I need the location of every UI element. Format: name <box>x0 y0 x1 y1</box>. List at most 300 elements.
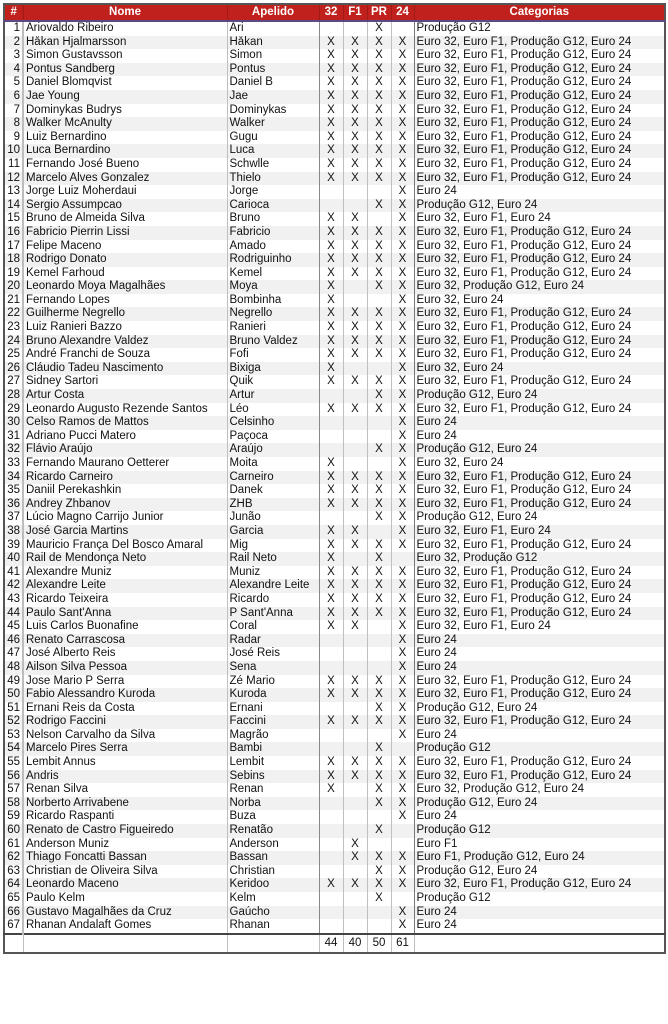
categorias-cell[interactable]: Produção G12, Euro 24 <box>414 511 665 525</box>
table-row[interactable] <box>4 321 665 335</box>
mark-pr-cell[interactable]: X <box>367 117 391 131</box>
table-row[interactable] <box>4 919 665 934</box>
categorias-cell[interactable]: Produção G12, Euro 24 <box>414 797 665 811</box>
mark-24-cell[interactable]: X <box>391 797 414 811</box>
mark-32-cell[interactable]: X <box>319 566 343 580</box>
mark-f1-cell[interactable] <box>343 647 367 661</box>
mark-f1-cell[interactable]: X <box>343 471 367 485</box>
mark-24-cell[interactable]: X <box>391 144 414 158</box>
mark-f1-cell[interactable]: X <box>343 851 367 865</box>
categorias-cell[interactable]: Euro 32, Euro F1, Produção G12, Euro 24 <box>414 36 665 50</box>
nome-cell[interactable]: Fernando Lopes <box>23 294 227 308</box>
mark-32-cell[interactable]: X <box>319 240 343 254</box>
table-row[interactable] <box>4 675 665 689</box>
nome-cell[interactable]: Daniil Perekashkin <box>23 484 227 498</box>
mark-32-cell[interactable] <box>319 199 343 213</box>
mark-24-cell[interactable] <box>391 892 414 906</box>
row-number[interactable]: 36 <box>4 498 23 512</box>
table-row[interactable] <box>4 158 665 172</box>
mark-32-cell[interactable]: X <box>319 770 343 784</box>
table-row[interactable] <box>4 294 665 308</box>
categorias-cell[interactable]: Euro 32, Euro F1, Produção G12, Euro 24 <box>414 90 665 104</box>
mark-pr-cell[interactable]: X <box>367 783 391 797</box>
mark-32-cell[interactable]: X <box>319 307 343 321</box>
mark-pr-cell[interactable] <box>367 212 391 226</box>
mark-pr-cell[interactable]: X <box>367 321 391 335</box>
categorias-cell[interactable]: Euro 32, Euro F1, Produção G12, Euro 24 <box>414 756 665 770</box>
nome-cell[interactable]: Fabricio Pierrin Lissi <box>23 226 227 240</box>
mark-32-cell[interactable] <box>319 443 343 457</box>
mark-f1-cell[interactable]: X <box>343 267 367 281</box>
row-number[interactable]: 31 <box>4 430 23 444</box>
categorias-cell[interactable]: Euro 32, Produção G12 <box>414 552 665 566</box>
table-row[interactable] <box>4 307 665 321</box>
nome-cell[interactable]: Lúcio Magno Carrijo Junior <box>23 511 227 525</box>
table-row[interactable] <box>4 552 665 566</box>
mark-32-cell[interactable]: X <box>319 484 343 498</box>
apelido-cell[interactable]: ZHB <box>227 498 319 512</box>
apelido-cell[interactable]: Zé Mario <box>227 675 319 689</box>
table-row[interactable] <box>4 742 665 756</box>
mark-24-cell[interactable]: X <box>391 76 414 90</box>
nome-cell[interactable]: Alexandre Leite <box>23 579 227 593</box>
categorias-cell[interactable]: Euro 32, Euro F1, Produção G12, Euro 24 <box>414 104 665 118</box>
mark-f1-cell[interactable] <box>343 362 367 376</box>
row-number[interactable]: 40 <box>4 552 23 566</box>
mark-pr-cell[interactable]: X <box>367 253 391 267</box>
mark-pr-cell[interactable]: X <box>367 756 391 770</box>
categorias-cell[interactable]: Euro 32, Euro F1, Euro 24 <box>414 525 665 539</box>
mark-f1-cell[interactable] <box>343 294 367 308</box>
apelido-cell[interactable]: Mig <box>227 539 319 553</box>
row-number[interactable]: 66 <box>4 906 23 920</box>
nome-cell[interactable]: Cláudio Tadeu Nascimento <box>23 362 227 376</box>
nome-cell[interactable]: Fernando José Bueno <box>23 158 227 172</box>
mark-pr-cell[interactable]: X <box>367 335 391 349</box>
mark-f1-cell[interactable] <box>343 457 367 471</box>
header-24[interactable]: 24 <box>391 4 414 21</box>
table-row[interactable] <box>4 63 665 77</box>
apelido-cell[interactable]: Dominykas <box>227 104 319 118</box>
apelido-cell[interactable]: Ranieri <box>227 321 319 335</box>
mark-f1-cell[interactable] <box>343 742 367 756</box>
categorias-cell[interactable]: Euro 24 <box>414 919 665 934</box>
mark-pr-cell[interactable]: X <box>367 498 391 512</box>
mark-pr-cell[interactable]: X <box>367 403 391 417</box>
row-number[interactable]: 28 <box>4 389 23 403</box>
categorias-cell[interactable]: Euro 24 <box>414 729 665 743</box>
table-row[interactable] <box>4 416 665 430</box>
categorias-cell[interactable]: Euro F1 <box>414 838 665 852</box>
mark-f1-cell[interactable] <box>343 906 367 920</box>
apelido-cell[interactable]: Radar <box>227 634 319 648</box>
mark-32-cell[interactable]: X <box>319 688 343 702</box>
apelido-cell[interactable]: Sebins <box>227 770 319 784</box>
mark-32-cell[interactable] <box>319 702 343 716</box>
mark-24-cell[interactable]: X <box>391 756 414 770</box>
table-row[interactable] <box>4 144 665 158</box>
apelido-cell[interactable]: Araújo <box>227 443 319 457</box>
mark-24-cell[interactable]: X <box>391 403 414 417</box>
mark-24-cell[interactable]: X <box>391 226 414 240</box>
nome-cell[interactable]: Christian de Oliveira Silva <box>23 865 227 879</box>
mark-32-cell[interactable]: X <box>319 117 343 131</box>
mark-f1-cell[interactable]: X <box>343 76 367 90</box>
mark-24-cell[interactable]: X <box>391 525 414 539</box>
categorias-cell[interactable]: Euro 32, Produção G12, Euro 24 <box>414 783 665 797</box>
row-number[interactable]: 46 <box>4 634 23 648</box>
mark-pr-cell[interactable]: X <box>367 797 391 811</box>
categorias-cell[interactable]: Euro 24 <box>414 647 665 661</box>
nome-cell[interactable]: Marcelo Alves Gonzalez <box>23 172 227 186</box>
categorias-cell[interactable]: Produção G12 <box>414 892 665 906</box>
mark-24-cell[interactable]: X <box>391 158 414 172</box>
mark-32-cell[interactable] <box>319 389 343 403</box>
categorias-cell[interactable]: Euro 32, Euro F1, Produção G12, Euro 24 <box>414 131 665 145</box>
table-row[interactable] <box>4 172 665 186</box>
mark-pr-cell[interactable]: X <box>367 389 391 403</box>
row-number[interactable]: 47 <box>4 647 23 661</box>
mark-24-cell[interactable] <box>391 742 414 756</box>
mark-32-cell[interactable]: X <box>319 172 343 186</box>
table-row[interactable] <box>4 185 665 199</box>
apelido-cell[interactable]: Renatão <box>227 824 319 838</box>
nome-cell[interactable]: Leonardo Maceno <box>23 878 227 892</box>
nome-cell[interactable]: Gustavo Magalhães da Cruz <box>23 906 227 920</box>
row-number[interactable]: 61 <box>4 838 23 852</box>
row-number[interactable]: 2 <box>4 36 23 50</box>
mark-pr-cell[interactable] <box>367 416 391 430</box>
nome-cell[interactable]: Renato de Castro Figueiredo <box>23 824 227 838</box>
mark-pr-cell[interactable]: X <box>367 49 391 63</box>
table-row[interactable] <box>4 457 665 471</box>
nome-cell[interactable]: Sergio Assumpcao <box>23 199 227 213</box>
mark-pr-cell[interactable] <box>367 647 391 661</box>
mark-32-cell[interactable]: X <box>319 348 343 362</box>
mark-pr-cell[interactable]: X <box>367 280 391 294</box>
mark-pr-cell[interactable]: X <box>367 375 391 389</box>
mark-32-cell[interactable] <box>319 729 343 743</box>
row-number[interactable]: 60 <box>4 824 23 838</box>
categorias-cell[interactable]: Euro 32, Euro F1, Produção G12, Euro 24 <box>414 403 665 417</box>
categorias-cell[interactable]: Produção G12, Euro 24 <box>414 865 665 879</box>
table-row[interactable] <box>4 49 665 63</box>
categorias-cell[interactable]: Euro 32, Euro F1, Produção G12, Euro 24 <box>414 76 665 90</box>
header-f1[interactable]: F1 <box>343 4 367 21</box>
mark-24-cell[interactable]: X <box>391 49 414 63</box>
mark-f1-cell[interactable] <box>343 702 367 716</box>
mark-24-cell[interactable]: X <box>391 906 414 920</box>
mark-f1-cell[interactable]: X <box>343 715 367 729</box>
mark-f1-cell[interactable] <box>343 810 367 824</box>
mark-24-cell[interactable]: X <box>391 729 414 743</box>
mark-pr-cell[interactable] <box>367 661 391 675</box>
nome-cell[interactable]: Paulo Kelm <box>23 892 227 906</box>
apelido-cell[interactable]: Simon <box>227 49 319 63</box>
table-row[interactable] <box>4 511 665 525</box>
categorias-cell[interactable]: Produção G12, Euro 24 <box>414 199 665 213</box>
mark-32-cell[interactable] <box>319 919 343 934</box>
nome-cell[interactable]: Fernando Maurano Oetterer <box>23 457 227 471</box>
table-row[interactable] <box>4 634 665 648</box>
apelido-cell[interactable]: Quik <box>227 375 319 389</box>
mark-pr-cell[interactable]: X <box>367 172 391 186</box>
nome-cell[interactable]: Lembit Annus <box>23 756 227 770</box>
mark-24-cell[interactable]: X <box>391 457 414 471</box>
mark-24-cell[interactable]: X <box>391 430 414 444</box>
table-row[interactable] <box>4 620 665 634</box>
nome-cell[interactable]: Dominykas Budrys <box>23 104 227 118</box>
mark-32-cell[interactable] <box>319 185 343 199</box>
mark-f1-cell[interactable]: X <box>343 688 367 702</box>
nome-cell[interactable]: Bruno de Almeida Silva <box>23 212 227 226</box>
mark-f1-cell[interactable]: X <box>343 104 367 118</box>
mark-32-cell[interactable]: X <box>319 321 343 335</box>
apelido-cell[interactable]: Luca <box>227 144 319 158</box>
header-num[interactable]: # <box>4 4 23 21</box>
mark-f1-cell[interactable]: X <box>343 498 367 512</box>
row-number[interactable]: 10 <box>4 144 23 158</box>
categorias-cell[interactable]: Euro 32, Euro F1, Produção G12, Euro 24 <box>414 498 665 512</box>
mark-32-cell[interactable] <box>319 810 343 824</box>
table-row[interactable] <box>4 484 665 498</box>
categorias-cell[interactable]: Euro 32, Euro F1, Produção G12, Euro 24 <box>414 471 665 485</box>
nome-cell[interactable]: Andrey Zhbanov <box>23 498 227 512</box>
row-number[interactable]: 30 <box>4 416 23 430</box>
apelido-cell[interactable]: Gugu <box>227 131 319 145</box>
mark-pr-cell[interactable]: X <box>367 267 391 281</box>
apelido-cell[interactable]: Bombinha <box>227 294 319 308</box>
table-row[interactable] <box>4 906 665 920</box>
nome-cell[interactable]: Luiz Ranieri Bazzo <box>23 321 227 335</box>
categorias-cell[interactable]: Euro 24 <box>414 634 665 648</box>
nome-cell[interactable]: Daniel Blomqvist <box>23 76 227 90</box>
categorias-cell[interactable]: Euro 32, Euro F1, Produção G12, Euro 24 <box>414 484 665 498</box>
table-row[interactable] <box>4 579 665 593</box>
mark-24-cell[interactable]: X <box>391 362 414 376</box>
mark-24-cell[interactable]: X <box>391 471 414 485</box>
table-row[interactable] <box>4 389 665 403</box>
categorias-cell[interactable]: Euro 24 <box>414 416 665 430</box>
mark-pr-cell[interactable]: X <box>367 36 391 50</box>
categorias-cell[interactable]: Euro 32, Euro 24 <box>414 457 665 471</box>
apelido-cell[interactable]: Rhanan <box>227 919 319 934</box>
nome-cell[interactable]: Jose Mario P Serra <box>23 675 227 689</box>
mark-pr-cell[interactable]: X <box>367 76 391 90</box>
mark-32-cell[interactable]: X <box>319 158 343 172</box>
categorias-cell[interactable]: Produção G12 <box>414 824 665 838</box>
nome-cell[interactable]: Luca Bernardino <box>23 144 227 158</box>
nome-cell[interactable]: Alexandre Muniz <box>23 566 227 580</box>
apelido-cell[interactable]: Muniz <box>227 566 319 580</box>
categorias-cell[interactable]: Euro 32, Euro F1, Produção G12, Euro 24 <box>414 321 665 335</box>
mark-f1-cell[interactable]: X <box>343 878 367 892</box>
apelido-cell[interactable]: Carioca <box>227 199 319 213</box>
categorias-cell[interactable]: Euro 32, Euro F1, Euro 24 <box>414 212 665 226</box>
mark-32-cell[interactable]: X <box>319 579 343 593</box>
table-row[interactable] <box>4 471 665 485</box>
row-number[interactable]: 16 <box>4 226 23 240</box>
nome-cell[interactable]: Artur Costa <box>23 389 227 403</box>
table-row[interactable] <box>4 756 665 770</box>
categorias-cell[interactable]: Produção G12, Euro 24 <box>414 443 665 457</box>
mark-pr-cell[interactable] <box>367 729 391 743</box>
apelido-cell[interactable]: Walker <box>227 117 319 131</box>
row-number[interactable]: 43 <box>4 593 23 607</box>
apelido-cell[interactable]: José Reis <box>227 647 319 661</box>
apelido-cell[interactable]: Christian <box>227 865 319 879</box>
mark-pr-cell[interactable] <box>367 185 391 199</box>
apelido-cell[interactable]: Paçoca <box>227 430 319 444</box>
nome-cell[interactable]: Rodrigo Donato <box>23 253 227 267</box>
mark-24-cell[interactable]: X <box>391 919 414 934</box>
row-number[interactable]: 7 <box>4 104 23 118</box>
mark-f1-cell[interactable]: X <box>343 348 367 362</box>
mark-pr-cell[interactable]: X <box>367 865 391 879</box>
table-row[interactable] <box>4 797 665 811</box>
row-number[interactable]: 23 <box>4 321 23 335</box>
categorias-cell[interactable]: Produção G12, Euro 24 <box>414 389 665 403</box>
nome-cell[interactable]: José Garcia Martins <box>23 525 227 539</box>
row-number[interactable]: 32 <box>4 443 23 457</box>
row-number[interactable]: 24 <box>4 335 23 349</box>
mark-f1-cell[interactable]: X <box>343 131 367 145</box>
mark-pr-cell[interactable] <box>367 810 391 824</box>
nome-cell[interactable]: Pontus Sandberg <box>23 63 227 77</box>
nome-cell[interactable]: Jorge Luiz Moherdaui <box>23 185 227 199</box>
mark-24-cell[interactable]: X <box>391 389 414 403</box>
table-row[interactable] <box>4 375 665 389</box>
mark-f1-cell[interactable] <box>343 824 367 838</box>
nome-cell[interactable]: Jae Young <box>23 90 227 104</box>
mark-32-cell[interactable]: X <box>319 280 343 294</box>
mark-32-cell[interactable] <box>319 865 343 879</box>
mark-f1-cell[interactable] <box>343 634 367 648</box>
nome-cell[interactable]: Ailson Silva Pessoa <box>23 661 227 675</box>
apelido-cell[interactable]: Artur <box>227 389 319 403</box>
categorias-cell[interactable]: Euro 32, Euro F1, Produção G12, Euro 24 <box>414 375 665 389</box>
mark-32-cell[interactable] <box>319 838 343 852</box>
nome-cell[interactable]: Rail de Mendonça Neto <box>23 552 227 566</box>
mark-f1-cell[interactable]: X <box>343 144 367 158</box>
mark-24-cell[interactable]: X <box>391 620 414 634</box>
table-row[interactable] <box>4 348 665 362</box>
mark-24-cell[interactable]: X <box>391 348 414 362</box>
table-row[interactable] <box>4 661 665 675</box>
nome-cell[interactable]: Håkan Hjalmarsson <box>23 36 227 50</box>
table-row[interactable] <box>4 539 665 553</box>
categorias-cell[interactable]: Euro 32, Euro F1, Produção G12, Euro 24 <box>414 172 665 186</box>
mark-24-cell[interactable]: X <box>391 539 414 553</box>
apelido-cell[interactable]: Bruno <box>227 212 319 226</box>
header-32[interactable]: 32 <box>319 4 343 21</box>
mark-pr-cell[interactable] <box>367 838 391 852</box>
mark-pr-cell[interactable]: X <box>367 511 391 525</box>
nome-cell[interactable]: Ricardo Teixeira <box>23 593 227 607</box>
row-number[interactable]: 27 <box>4 375 23 389</box>
row-number[interactable]: 55 <box>4 756 23 770</box>
nome-cell[interactable]: José Alberto Reis <box>23 647 227 661</box>
mark-32-cell[interactable]: X <box>319 607 343 621</box>
categorias-cell[interactable]: Euro 32, Euro F1, Produção G12, Euro 24 <box>414 579 665 593</box>
mark-32-cell[interactable]: X <box>319 362 343 376</box>
table-row[interactable] <box>4 226 665 240</box>
table-row[interactable] <box>4 566 665 580</box>
nome-cell[interactable]: Rhanan Andalaft Gomes <box>23 919 227 934</box>
nome-cell[interactable]: Anderson Muniz <box>23 838 227 852</box>
row-number[interactable]: 51 <box>4 702 23 716</box>
mark-32-cell[interactable]: X <box>319 756 343 770</box>
mark-f1-cell[interactable]: X <box>343 620 367 634</box>
row-number[interactable]: 1 <box>4 21 23 36</box>
mark-pr-cell[interactable] <box>367 634 391 648</box>
mark-f1-cell[interactable]: X <box>343 49 367 63</box>
mark-24-cell[interactable] <box>391 552 414 566</box>
mark-f1-cell[interactable]: X <box>343 579 367 593</box>
mark-pr-cell[interactable]: X <box>367 484 391 498</box>
nome-cell[interactable]: Walker McAnulty <box>23 117 227 131</box>
mark-pr-cell[interactable]: X <box>367 158 391 172</box>
mark-f1-cell[interactable]: X <box>343 593 367 607</box>
nome-cell[interactable]: Flávio Araújo <box>23 443 227 457</box>
mark-f1-cell[interactable]: X <box>343 172 367 186</box>
mark-f1-cell[interactable]: X <box>343 756 367 770</box>
row-number[interactable]: 41 <box>4 566 23 580</box>
categorias-cell[interactable]: Euro 32, Euro F1, Produção G12, Euro 24 <box>414 675 665 689</box>
mark-24-cell[interactable]: X <box>391 321 414 335</box>
nome-cell[interactable]: Leonardo Augusto Rezende Santos <box>23 403 227 417</box>
nome-cell[interactable]: Bruno Alexandre Valdez <box>23 335 227 349</box>
apelido-cell[interactable]: Anderson <box>227 838 319 852</box>
mark-32-cell[interactable]: X <box>319 498 343 512</box>
row-number[interactable]: 34 <box>4 471 23 485</box>
mark-pr-cell[interactable] <box>367 457 391 471</box>
row-number[interactable]: 45 <box>4 620 23 634</box>
apelido-cell[interactable]: Kuroda <box>227 688 319 702</box>
mark-32-cell[interactable] <box>319 416 343 430</box>
mark-pr-cell[interactable]: X <box>367 240 391 254</box>
mark-pr-cell[interactable]: X <box>367 90 391 104</box>
row-number[interactable]: 14 <box>4 199 23 213</box>
mark-pr-cell[interactable] <box>367 525 391 539</box>
apelido-cell[interactable]: Bixiga <box>227 362 319 376</box>
row-number[interactable]: 8 <box>4 117 23 131</box>
apelido-cell[interactable]: Ari <box>227 21 319 36</box>
apelido-cell[interactable]: Magrão <box>227 729 319 743</box>
mark-32-cell[interactable]: X <box>319 294 343 308</box>
mark-pr-cell[interactable]: X <box>367 702 391 716</box>
mark-24-cell[interactable]: X <box>391 117 414 131</box>
nome-cell[interactable]: Celso Ramos de Mattos <box>23 416 227 430</box>
mark-f1-cell[interactable]: X <box>343 403 367 417</box>
apelido-cell[interactable]: Kelm <box>227 892 319 906</box>
mark-24-cell[interactable]: X <box>391 212 414 226</box>
nome-cell[interactable]: Adriano Pucci Matero <box>23 430 227 444</box>
mark-f1-cell[interactable]: X <box>343 90 367 104</box>
nome-cell[interactable]: Guilherme Negrello <box>23 307 227 321</box>
apelido-cell[interactable]: P Sant'Anna <box>227 607 319 621</box>
mark-24-cell[interactable]: X <box>391 335 414 349</box>
categorias-cell[interactable]: Euro 32, Euro F1, Produção G12, Euro 24 <box>414 226 665 240</box>
row-number[interactable]: 52 <box>4 715 23 729</box>
nome-cell[interactable]: Felipe Maceno <box>23 240 227 254</box>
mark-f1-cell[interactable]: X <box>343 158 367 172</box>
mark-32-cell[interactable] <box>319 851 343 865</box>
row-number[interactable]: 39 <box>4 539 23 553</box>
mark-pr-cell[interactable]: X <box>367 851 391 865</box>
mark-32-cell[interactable]: X <box>319 104 343 118</box>
mark-f1-cell[interactable] <box>343 661 367 675</box>
